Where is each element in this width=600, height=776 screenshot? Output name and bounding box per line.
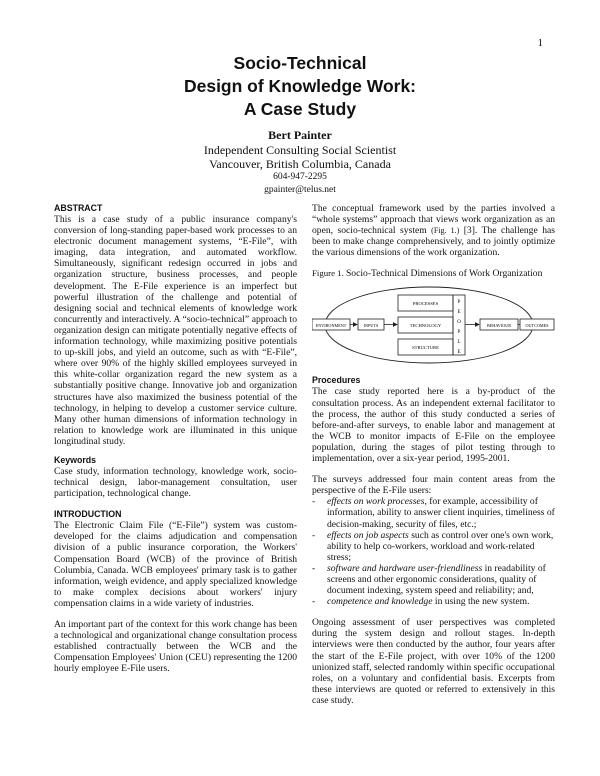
procedures-heading: Procedures [312, 375, 361, 386]
figure-caption [312, 268, 555, 279]
framework-text-end: [3]. The challenge has been to make change comprehensively, and to jointly optimize the various dimensions of the work organization. [312, 225, 555, 259]
author-email[interactable]: gpainter@telus.net [264, 185, 336, 195]
left-column [54, 203, 297, 674]
paper-title [0, 52, 600, 121]
inputs-label: INPUTS [363, 323, 379, 329]
socio-technical-diagram [312, 281, 555, 367]
page-number: 1 [537, 37, 543, 49]
author-name: Bert Painter [268, 128, 332, 142]
people-letter: P [457, 300, 461, 306]
survey-areas-list [312, 496, 555, 607]
procedures-paragraph: The case study reported here is a by-product of the consultation process. As an independent external facilitator to the process, the author of this study conducted a series of before-and-after surveys, to enable labor and management at the WCB to monitor impacts of E-File on the employee population, during the stages of pilot testing through to implementation, over a six-year period, 1995-2001. [312, 386, 555, 465]
author-role: Independent Consulting Social Scientist [203, 143, 397, 157]
outcomes-label: OUTCOMES [525, 323, 549, 329]
processes-label: PROCESSES [412, 301, 439, 307]
technology-label: TECHNOLOGY [409, 323, 442, 329]
people-letter: P [457, 330, 461, 336]
right-column [312, 203, 555, 706]
framework-text: The conceptual framework used by the parties involved a “whole systems” approach that views work organization as an open, socio-technical system [312, 203, 555, 237]
figure-caption-prefix: Figure 1. [312, 268, 344, 279]
surveys-intro: The surveys addressed four main content areas from the perspective of the E-File users: [312, 474, 555, 497]
title-line: A Case Study [243, 99, 357, 119]
closing-paragraph: Ongoing assessment of user perspectives was completed during the system design and rollout stages. In-depth interviews were then conducted by the author, four years after the start of the E-File project, with over 10% of the 1200 unionized staff, selected randomly within specific occupational roles, on a voluntary and confidential basis. Excerpts from these interviews are quoted or referred to extensively in this case study. [312, 617, 555, 706]
environment-label: ENVIRONMENT [315, 323, 347, 329]
abstract-heading: ABSTRACT [54, 203, 103, 213]
introduction-paragraph: An important part of the context for this work change has been a technological and organizational change consultation process established contractually between the WCB and the Compensation Employees' Union (CEU) representing the 1200 hourly employee E-File users. [54, 619, 297, 675]
introduction-paragraph: The Electronic Claim File (“E-File”) system was custom-developed for the claims adjudication and compensation division of a public insurance corporation, the Workers' Compensation Board (WCB) of the province of British Columbia, Canada. WCB employees' primary task is to gather information, weigh evidence, and apply specialized knowledge to make complex decisions about workers' injury compensation claims in a wide variety of industries. [54, 520, 297, 609]
keywords-heading: Keywords [54, 454, 97, 465]
author-location: Vancouver, British Columbia, Canada [209, 157, 391, 171]
figure-reference[interactable]: (Fig. 1.) [431, 226, 460, 236]
title-line: Socio-Technical [233, 53, 367, 73]
keywords-text: Case study, information technology, knowledge work, socio-technical design, labor-management consultation, user participation, technological change. [54, 465, 297, 500]
list-item: - effects on work processes, for example, accessibility of information, ability to answer client inquiries, timeliness of decision-making, security of files, etc.; [312, 496, 555, 529]
framework-paragraph [312, 203, 555, 258]
figure-caption-text: Socio-Technical Dimensions of Work Organization [345, 268, 543, 280]
behaviour-label: BEHAVIOUR [486, 323, 512, 329]
title-line: Design of Knowledge Work: [183, 76, 417, 96]
people-letter: E [457, 350, 461, 356]
people-letter: E [457, 310, 461, 316]
people-letter: L [457, 340, 461, 346]
list-item: - competence and knowledge in using the new system. [312, 596, 555, 607]
abstract-text: This is a case study of a public insurance company's conversion of long-standing paper-based work processes to an electronic document management systems, “E-File”, with imaging, data integration, and automated workflow. Simultaneously, significant redesign occurred in jobs and organization structure, business processes, and people development. The E-File experience is an imperfect but powerful illustration of the challenge and potential of designing social and technical elements of knowledge work concurrently and interactively. A “socio-technical” approach to organization design can mitigate potentially negative effects of information technology, while maximizing positive potentials to up-skill jobs, and yield an outcome, such as with “E-File”, where over 90% of the highly skilled employees surveyed in this white-collar organization regard the new system as a substantially positive change. Innovative job and organization structures have also maximized the business potential of the technology, in helping to develop a customer service culture. Many other human dimensions of information technology in relation to knowledge work are illuminated in this unique longitudinal study. [54, 214, 297, 447]
people-letter: O [457, 320, 461, 326]
structure-label: STRUCTURE [412, 345, 439, 351]
list-item: - effects on job aspects such as control over one's own work, ability to help co-workers, workload and work-related stress; [312, 530, 555, 563]
list-item: - software and hardware user-friendliness in readability of screens and other ergonomic considerations, quality of document indexing, system speed and reliability; and, [312, 563, 555, 596]
author-block [0, 128, 600, 197]
author-phone: 604-947-2295 [273, 172, 327, 182]
introduction-heading: INTRODUCTION [54, 509, 122, 520]
